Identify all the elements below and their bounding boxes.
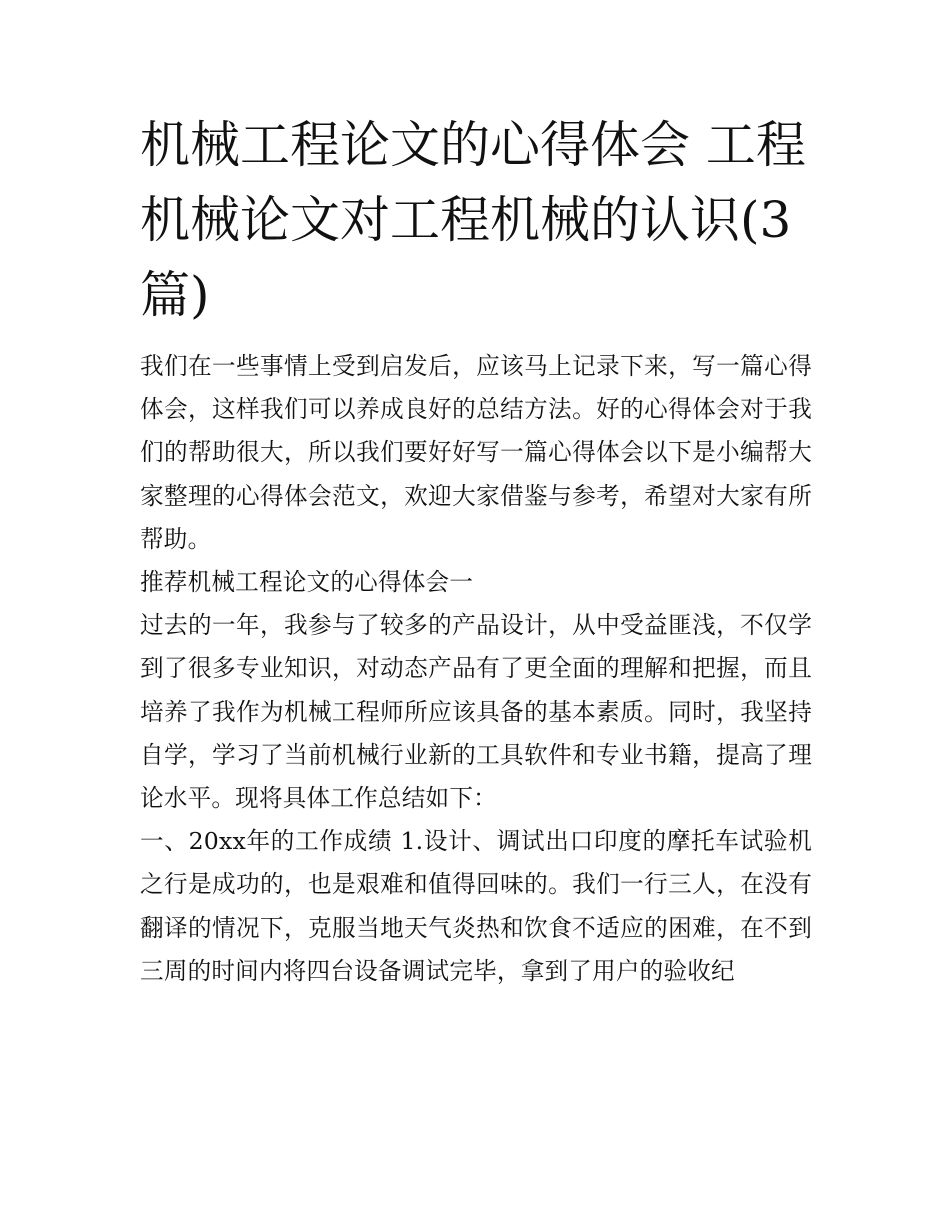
section-heading: 推荐机械工程论文的心得体会一 bbox=[140, 568, 474, 597]
document-body bbox=[140, 345, 812, 993]
body-paragraph: 过去的一年，我参与了较多的产品设计，从中受益匪浅，不仅学到了很多专业知识，对动态产品有了更全面的理解和把握，而且培养了我作为机械工程师所应该具备的基本素质。同时，我坚持自学，学习了当前机械行业新的工具软件和专业书籍，提高了理论水平。现将具体工作总结如下： bbox=[140, 611, 812, 813]
body-paragraph: 一、20xx年的工作成绩 1.设计、调试出口印度的摩托车试验机之行是成功的，也是艰难和值得回味的。我们一行三人，在没有翻译的情况下，克服当地天气炎热和饮食不适应的困难，在不到三周的时间内将四台设备调试完毕，拿到了用户的验收纪 bbox=[140, 827, 812, 985]
document-page bbox=[140, 108, 812, 993]
document-title: 机械工程论文的心得体会 工程机械论文对工程机械的认识(3篇) bbox=[140, 116, 806, 324]
intro-paragraph: 我们在一些事情上受到启发后，应该马上记录下来，写一篇心得体会，这样我们可以养成良好的总结方法。好的心得体会对于我们的帮助很大，所以我们要好好写一篇心得体会以下是小编帮大家整理的心得体会范文，欢迎大家借鉴与参考，希望对大家有所帮助。 bbox=[140, 352, 812, 553]
